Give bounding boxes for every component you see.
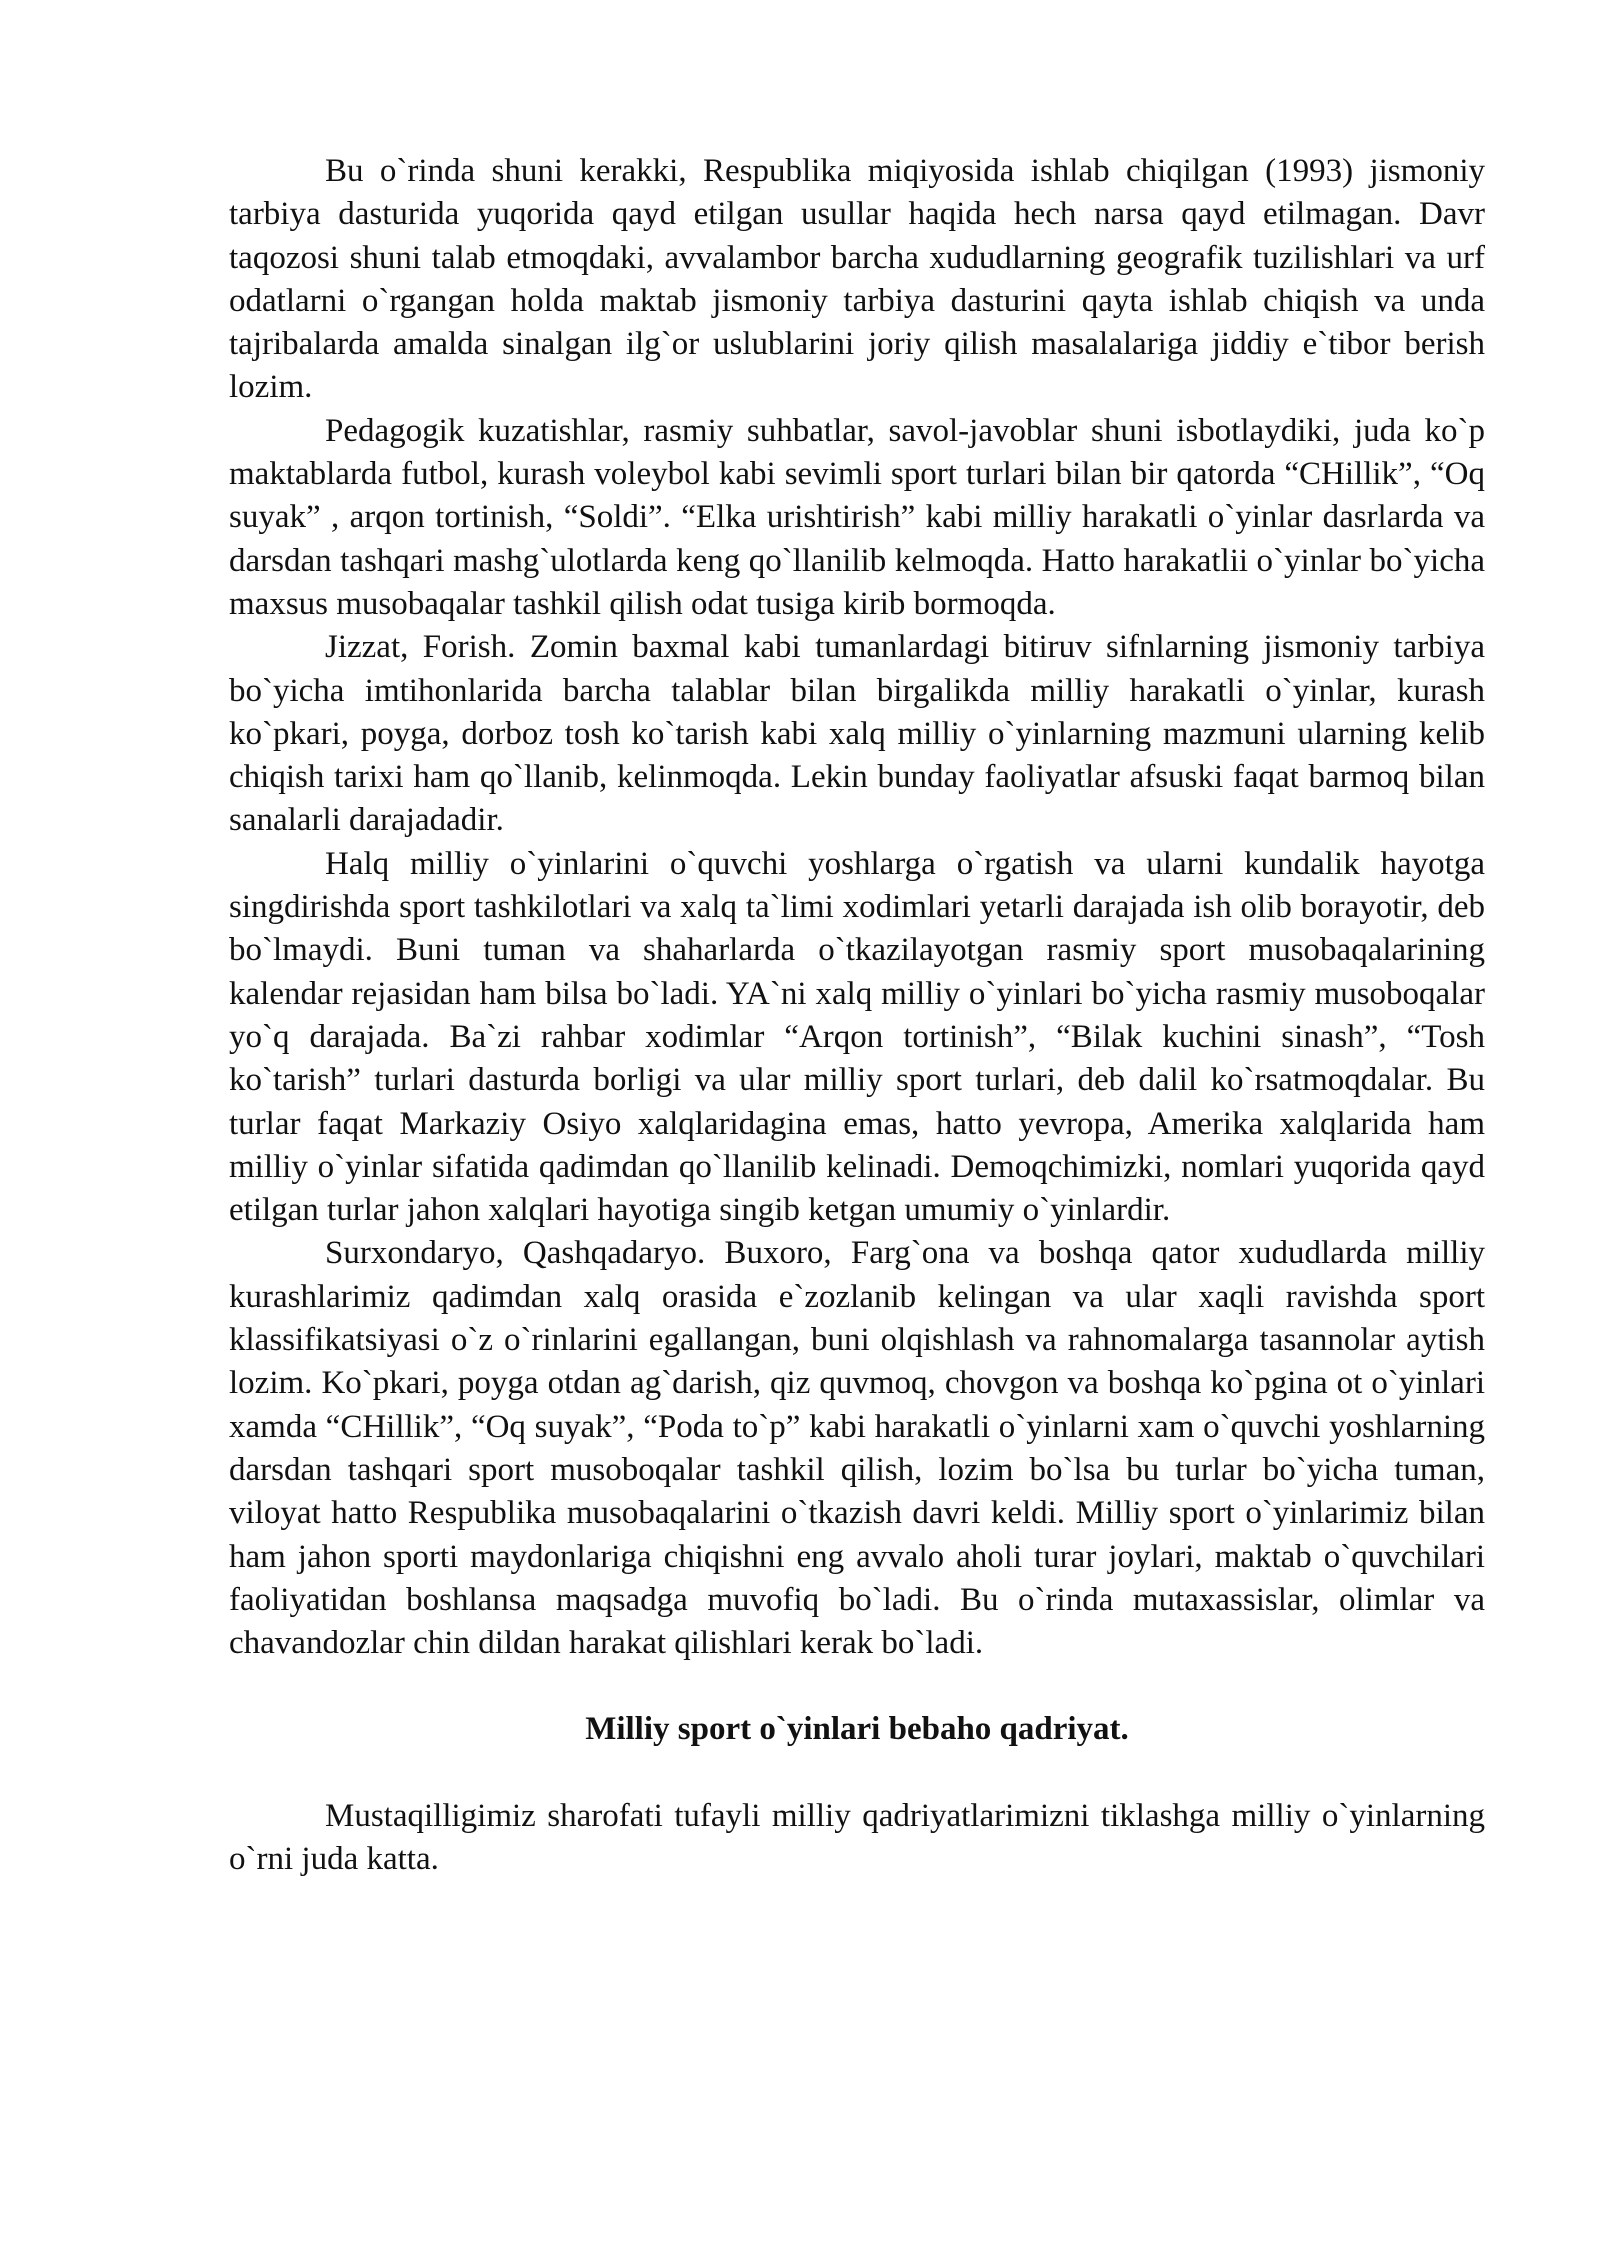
- paragraph-districts: Jizzat, Forish. Zomin baxmal kabi tumanlardagi bitiruv sifnlarning jismoniy tarbiya bo`yicha imtihonlarida barcha talablar bilan birgalikda milliy harakatli o`yinlar, kurash ko`pkari, poyga, dorboz tosh ko`tarish kabi xalq milliy o`yinlarning mazmuni ularning kelib chiqish tarixi ham qo`llanib, kelinmoqda. Lekin bunday faoliyatlar afsuski faqat barmoq bilan sanalarli darajadadir.: [229, 629, 1485, 839]
- document-page: [229, 150, 1485, 1881]
- section-heading: Milliy sport o`yinlari bebaho qadriyat.: [585, 1711, 1129, 1748]
- paragraph-curriculum: Bu o`rinda shuni kerakki, Respublika miqiyosida ishlab chiqilgan (1993) jismoniy tarbiya dasturida yuqorida qayd etilgan usullar haqida hech narsa qayd etilmagan. Davr taqozosi shuni talab etmoqdaki, avvalambor barcha xududlarning geografik tuzilishlari va urf odatlarni o`rgangan holda maktab jismoniy tarbiya dasturini qayta ishlab chiqish va unda tajribalarda amalda sinalgan ilg`or uslublarini joriy qilish masalalariga jiddiy e`tibor berish lozim.: [229, 153, 1485, 406]
- paragraph-folk-games: Halq milliy o`yinlarini o`quvchi yoshlarga o`rgatish va ularni kundalik hayotga singdirishda sport tashkilotlari va xalq ta`limi xodimlari yetarli darajada ish olib borayotir, deb bo`lmaydi. Buni tuman va shaharlarda o`tkazilayotgan rasmiy sport musobaqalarining kalendar rejasidan ham bilsa bo`ladi. YA`ni xalq milliy o`yinlari bo`yicha rasmiy musoboqalar yo`q darajada. Ba`zi rahbar xodimlar “Arqon tortinish”, “Bilak kuchini sinash”, “Tosh ko`tarish” turlari dasturda borligi va ular milliy sport turlari, deb dalil ko`rsatmoqdalar. Bu turlar faqat Markaziy Osiyo xalqlaridagina emas, hatto yevropa, Amerika xalqlarida ham milliy o`yinlar sifatida qadimdan qo`llanilib kelinadi. Demoqchimizki, nomlari yuqorida qayd etilgan turlar jahon xalqlari hayotiga singib ketgan umumiy o`yinlardir.: [229, 845, 1485, 1229]
- paragraph-observations: Pedagogik kuzatishlar, rasmiy suhbatlar, savol-javoblar shuni isbotlaydiki, juda ko`p maktablarda futbol, kurash voleybol kabi sevimli sport turlari bilan bir qatorda “CHillik”, “Oq suyak” , arqon tortinish, “Soldi”. “Elka urishtirish” kabi milliy harakatli o`yinlar dasrlarda va darsdan tashqari mashg`ulotlarda keng qo`llanilib kelmoqda. Hatto harakatlii o`yinlar bo`yicha maxsus musobaqalar tashkil qilish odat tusiga kirib bormoqda.: [229, 412, 1485, 622]
- paragraph-regions: Surxondaryo, Qashqadaryo. Buxoro, Farg`ona va boshqa qator xududlarda milliy kurashlarimiz qadimdan xalq orasida e`zozlanib kelingan va ular xaqli ravishda sport klassifikatsiyasi o`z o`rinlarini egallangan, buni olqishlash va rahnomalarga tasannolar aytish lozim. Ko`pkari, poyga otdan ag`darish, qiz quvmoq, chovgon va boshqa ko`pgina ot o`yinlari xamda “CHillik”, “Oq suyak”, “Poda to`p” kabi harakatli o`yinlarni xam o`quvchi yoshlarning darsdan tashqari sport musoboqalar tashkil qilish, lozim bo`lsa bu turlar bo`yicha tuman, viloyat hatto Respublika musobaqalarini o`tkazish davri keldi. Milliy sport o`yinlarimiz bilan ham jahon sporti maydonlariga chiqishni eng avvalo aholi turar joylari, maktab o`quvchilari faoliyatidan boshlansa maqsadga muvofiq bo`ladi. Bu o`rinda mutaxassislar, olimlar va chavandozlar chin dildan harakat qilishlari kerak bo`ladi.: [229, 1235, 1485, 1662]
- paragraph-independence: Mustaqilligimiz sharofati tufayli milliy qadriyatlarimizni tiklashga milliy o`yinlarning o`rni juda katta.: [229, 1797, 1485, 1877]
